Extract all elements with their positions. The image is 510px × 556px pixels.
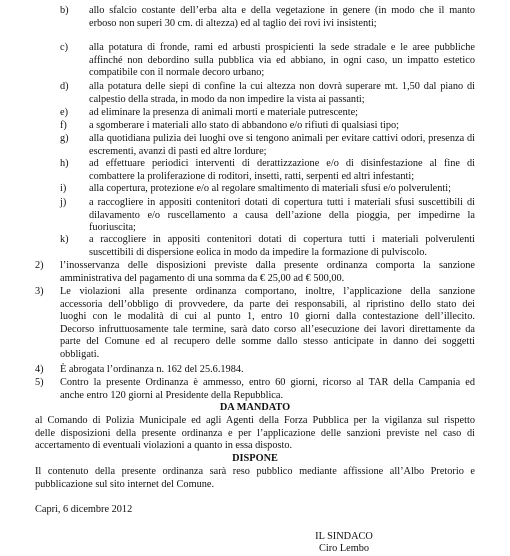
list-marker: 3): [35, 286, 44, 297]
paragraph-line: Il contenuto della presente ordinanza sarà reso pubblico mediante affissione all’Albo Pretorio e: [35, 466, 475, 477]
list-marker: 2): [35, 260, 44, 271]
list-item-line: È abrogata l’ordinanza n. 162 del 25.6.1984.: [60, 364, 244, 375]
list-marker: h): [60, 158, 69, 169]
list-item-line: ad effettuare periodici interventi di derattizzazione e/o di disinfestazione al fine di: [89, 158, 475, 169]
list-item-line: parte del Comune ed al recupero delle somme dallo stesso anticipate in danno dei soggetti: [60, 336, 475, 348]
list-marker: 4): [35, 364, 44, 375]
mandato-paragraph: [35, 415, 475, 453]
list-item-line: accessoria dell’obbligo di provvedere, da parte dei responsabili, al ripristino dello stato dei: [60, 298, 475, 310]
signature-name: Ciro Lembo: [318, 543, 370, 554]
list-item-line: a sgomberare i materiali allo stato di abbandono e/o rifiuti di qualsiasi tipo;: [89, 120, 399, 131]
list-marker: b): [60, 5, 69, 16]
list-item-line: Le violazioni alla presente ordinanza comportano, inoltre, l’applicazione della sanzione: [60, 286, 475, 297]
signature-title: IL SINDACO: [315, 531, 373, 542]
list-marker: 5): [35, 377, 44, 388]
list-item-line: fuoriuscita;: [89, 222, 136, 234]
list-item-line: luoghi con le modalità di cui al punto 1, entro 10 giorni dalla contestazione dell’illecito.: [60, 311, 475, 323]
list-marker: c): [60, 42, 68, 53]
list-item-line: affinché non debordino sulla pubblica via ed abbiano, in ogni caso, un impatto estetico: [89, 54, 475, 66]
list-item-line: ad eliminare la presenza di animali morti e materiale putrescente;: [89, 107, 359, 118]
paragraph-line: pubblicazione sul sito internet del Comune.: [35, 478, 215, 490]
paragraph-line: al Comando di Polizia Municipale ed agli Agenti della Forza Pubblica per la vigilanza sul rispetto: [35, 415, 475, 426]
list-item-line: allo sfalcio costante dell’erba alta e della vegetazione in genere (in modo che il manto: [89, 5, 475, 16]
list-marker: f): [60, 120, 67, 131]
list-item-line: Decorso infruttuosamente tale termine, sarà dato corso all’esecuzione dei lavori direttamente da: [60, 323, 475, 335]
dispone-paragraph: [35, 466, 475, 491]
list-item-line: anche entro 120 giorni al Presidente della Repubblica.: [60, 389, 284, 401]
list-marker: e): [60, 107, 68, 118]
list-item-line: suscettibili di dispersione eolica in modo da impedire la formazione di pulviscolo.: [89, 246, 428, 258]
list-item-line: alla potatura di fronde, rami ed arbusti prospicienti la sede stradale e le aree pubbliche: [89, 42, 475, 53]
section-heading-mandato: DA MANDATO: [219, 402, 291, 413]
date-line: Capri, 6 dicembre 2012: [35, 504, 133, 515]
list-item-line: alla copertura, protezione e/o al regolare smaltimento di materiali sfusi e/o polverulenti;: [89, 183, 451, 194]
list-item-line: a raccogliere in appositi contenitori dotati di copertura tutti i materiali polverulenti: [89, 234, 475, 245]
list-marker: g): [60, 133, 69, 144]
list-item-line: alla quotidiana pulizia dei luoghi ove si tengono animali per evitare cattivi odori, presenza di: [89, 133, 475, 144]
list-item-line: escrementi, avanzi di pasti ed altre lordure;: [89, 145, 267, 157]
list-item-line: l’inosservanza delle disposizioni previste dalla presente ordinanza comporta la sanzione: [60, 260, 475, 271]
list-item-line: amministrativa del pagamento di una somma da € 25,00 ad € 500,00.: [60, 272, 345, 284]
list-item-line: Contro la presente Ordinanza è ammesso, entro 60 giorni, ricorso al TAR della Campania ed: [60, 377, 475, 388]
list-item-line: calpestio della strada, in modo da non impedire la vista ai passanti;: [89, 93, 365, 105]
paragraph-line: delle disposizioni della presente ordinanza e per l’applicazione delle sanzioni previste nel caso di: [35, 427, 475, 439]
list-item-line: alla potatura delle siepi di confine la cui altezza non dovrà superare mt. 1,50 dal piano di: [89, 81, 475, 92]
paragraph-line: accertamento di eventuali violazioni a quanto in essa disposto.: [35, 440, 293, 452]
list-marker: i): [60, 183, 67, 194]
list-marker: d): [60, 81, 69, 92]
list-item-line: combattere la proliferazione di roditori, insetti, ratti, serpenti ed altri infestanti;: [89, 170, 415, 182]
list-marker: j): [60, 197, 67, 208]
list-item-line: obbligati.: [60, 348, 100, 360]
list-item-line: a raccogliere in appositi contenitori dotati di copertura tutti i materiali sfusi suscettibili di: [89, 197, 475, 208]
section-heading-dispone: DISPONE: [232, 453, 278, 464]
list-item-line: compatibile con il normale decoro urbano;: [89, 67, 265, 79]
list-marker: k): [60, 234, 69, 245]
list-item-line: erboso non superi 30 cm. di altezza) ed al taglio dei rovi ivi insistenti;: [89, 17, 377, 29]
list-item-line: dilavamento e/o ruscellamento a causa dell’azione della pioggia, per impedirne la: [89, 209, 475, 221]
